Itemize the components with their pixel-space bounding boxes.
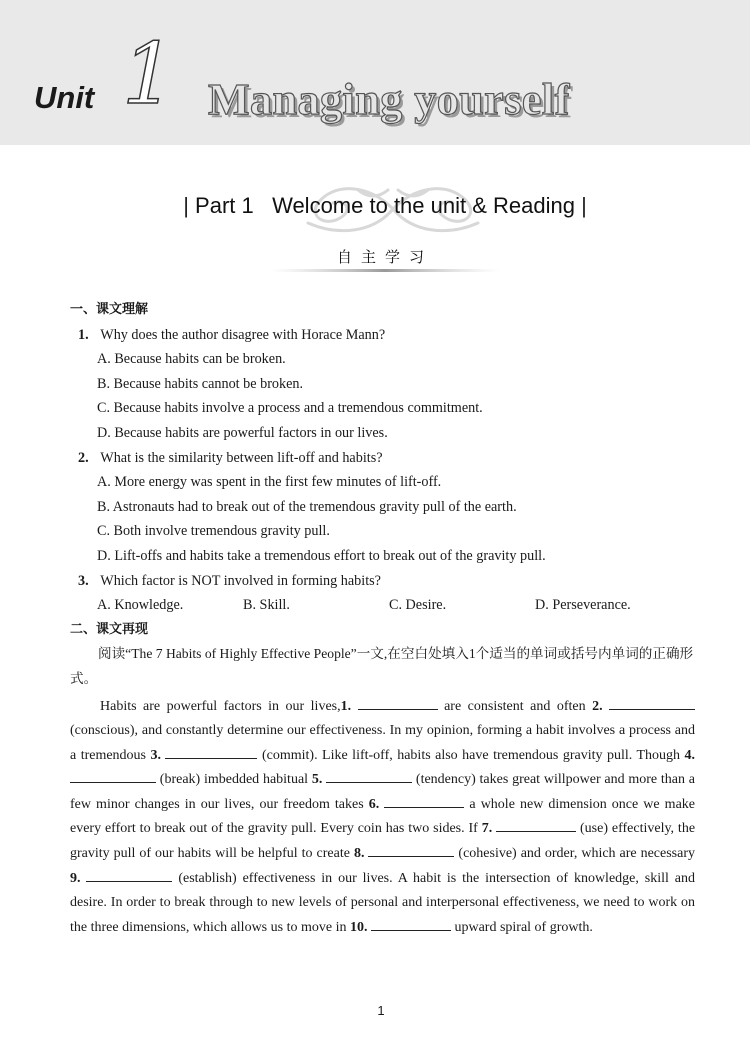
- passage-text: a whole new dimension once we make every effort to break out of the gravity pull. Every coin has two sides. If: [70, 796, 695, 837]
- option: D. Perseverance.: [535, 597, 631, 614]
- passage-text: (tendency) takes great willpower and more than a few minor changes in our lives, our freedom takes: [70, 772, 696, 812]
- passage-text: (establish) effectiveness in our lives. A habit is the intersection of knowledge, skill and desire. In order to break through to new levels of personal and interpersonal effectiveness, we need to work on the three dimensions, which allows us to move in: [70, 870, 696, 935]
- instructions: 阅读“The 7 Habits of Highly Effective People”一文,在空白处填入1个适当的单词或括号内单词的正确形式。: [70, 646, 694, 686]
- heading-bar-right: |: [581, 193, 587, 218]
- passage-text: Habits are powerful factors in our lives,: [100, 698, 341, 714]
- blank-9[interactable]: [86, 867, 172, 882]
- blank-number: 7.: [481, 821, 493, 837]
- option: B. Because habits cannot be broken.: [97, 375, 304, 392]
- option: C. Desire.: [389, 597, 447, 614]
- blank-number: 2.: [592, 698, 603, 714]
- part-label: Part 1: [195, 193, 254, 218]
- option: A. Because habits can be broken.: [97, 351, 286, 368]
- part-heading: [0, 193, 750, 219]
- blank-1[interactable]: [358, 695, 438, 710]
- question: [70, 446, 695, 471]
- blank-10[interactable]: [371, 916, 451, 931]
- option: C. Because habits involve a process and a tremendous commitment.: [97, 400, 483, 417]
- unit-title: Managing yourself: [208, 75, 570, 124]
- blank-number: 3.: [150, 747, 161, 763]
- worksheet-content: [70, 298, 695, 940]
- blank-number: 9.: [70, 870, 81, 886]
- unit-label: Unit: [34, 80, 95, 115]
- section-label: 自主学习: [336, 248, 433, 266]
- passage-text: are consistent and often: [444, 698, 586, 714]
- question-text: Why does the author disagree with Horace Mann?: [100, 326, 386, 343]
- part-title: Welcome to the unit & Reading: [272, 193, 575, 218]
- question-text: Which factor is NOT involved in forming habits?: [100, 572, 381, 589]
- question: [70, 323, 695, 348]
- option: A. More energy was spent in the first few minutes of lift-off.: [97, 474, 442, 491]
- cloze-passage: [70, 695, 695, 941]
- passage-text: (cohesive) and order, which are necessary: [458, 846, 696, 862]
- question-text: What is the similarity between lift-off and habits?: [100, 449, 383, 466]
- heading-bar-left: |: [183, 193, 189, 218]
- section-title-recall: 二、课文再现: [70, 621, 149, 637]
- question: [70, 569, 695, 594]
- blank-number: 4.: [684, 747, 696, 763]
- decorative-underline-icon: [270, 266, 500, 274]
- blank-number: 10.: [349, 919, 368, 935]
- option-row: [70, 593, 695, 618]
- unit-number: 1: [122, 25, 176, 123]
- blank-8[interactable]: [368, 842, 454, 857]
- option: C. Both involve tremendous gravity pull.: [97, 523, 330, 540]
- option: D. Lift-offs and habits take a tremendous effort to break out of the gravity pull.: [97, 547, 546, 564]
- blank-number: 6.: [368, 796, 380, 812]
- passage-text: upward spiral of growth.: [454, 919, 593, 935]
- blank-number: 5.: [311, 772, 323, 788]
- question-number: 2.: [78, 449, 89, 466]
- blank-6[interactable]: [384, 793, 464, 808]
- unit-banner: [0, 0, 750, 145]
- blank-number: 8.: [353, 846, 365, 862]
- blank-number: 1.: [340, 698, 352, 714]
- option: B. Skill.: [243, 597, 290, 614]
- blank-2[interactable]: [609, 695, 695, 710]
- passage-text: (use) effectively, the gravity pull of our habits will be helpful to create: [70, 821, 696, 862]
- blank-3[interactable]: [165, 744, 257, 759]
- question-number: 1.: [78, 326, 89, 343]
- passage-text: (conscious), and constantly determine our effectiveness. In my opinion, forming a habit involves a process and a tremendous: [70, 723, 695, 763]
- section-title-comprehension: 一、课文理解: [70, 302, 149, 317]
- blank-4[interactable]: [70, 768, 156, 783]
- question-number: 3.: [78, 572, 89, 589]
- option: B. Astronauts had to break out of the tremendous gravity pull of the earth.: [97, 498, 517, 515]
- passage-text: (break) imbedded habitual: [159, 772, 309, 788]
- blank-5[interactable]: [326, 768, 412, 783]
- page-number: 1: [377, 1003, 385, 1018]
- option: A. Knowledge.: [97, 597, 184, 614]
- option: D. Because habits are powerful factors in our lives.: [97, 424, 388, 441]
- passage-text: (commit). Like lift-off, habits also have tremendous gravity pull. Though: [261, 747, 681, 763]
- blank-7[interactable]: [496, 817, 576, 832]
